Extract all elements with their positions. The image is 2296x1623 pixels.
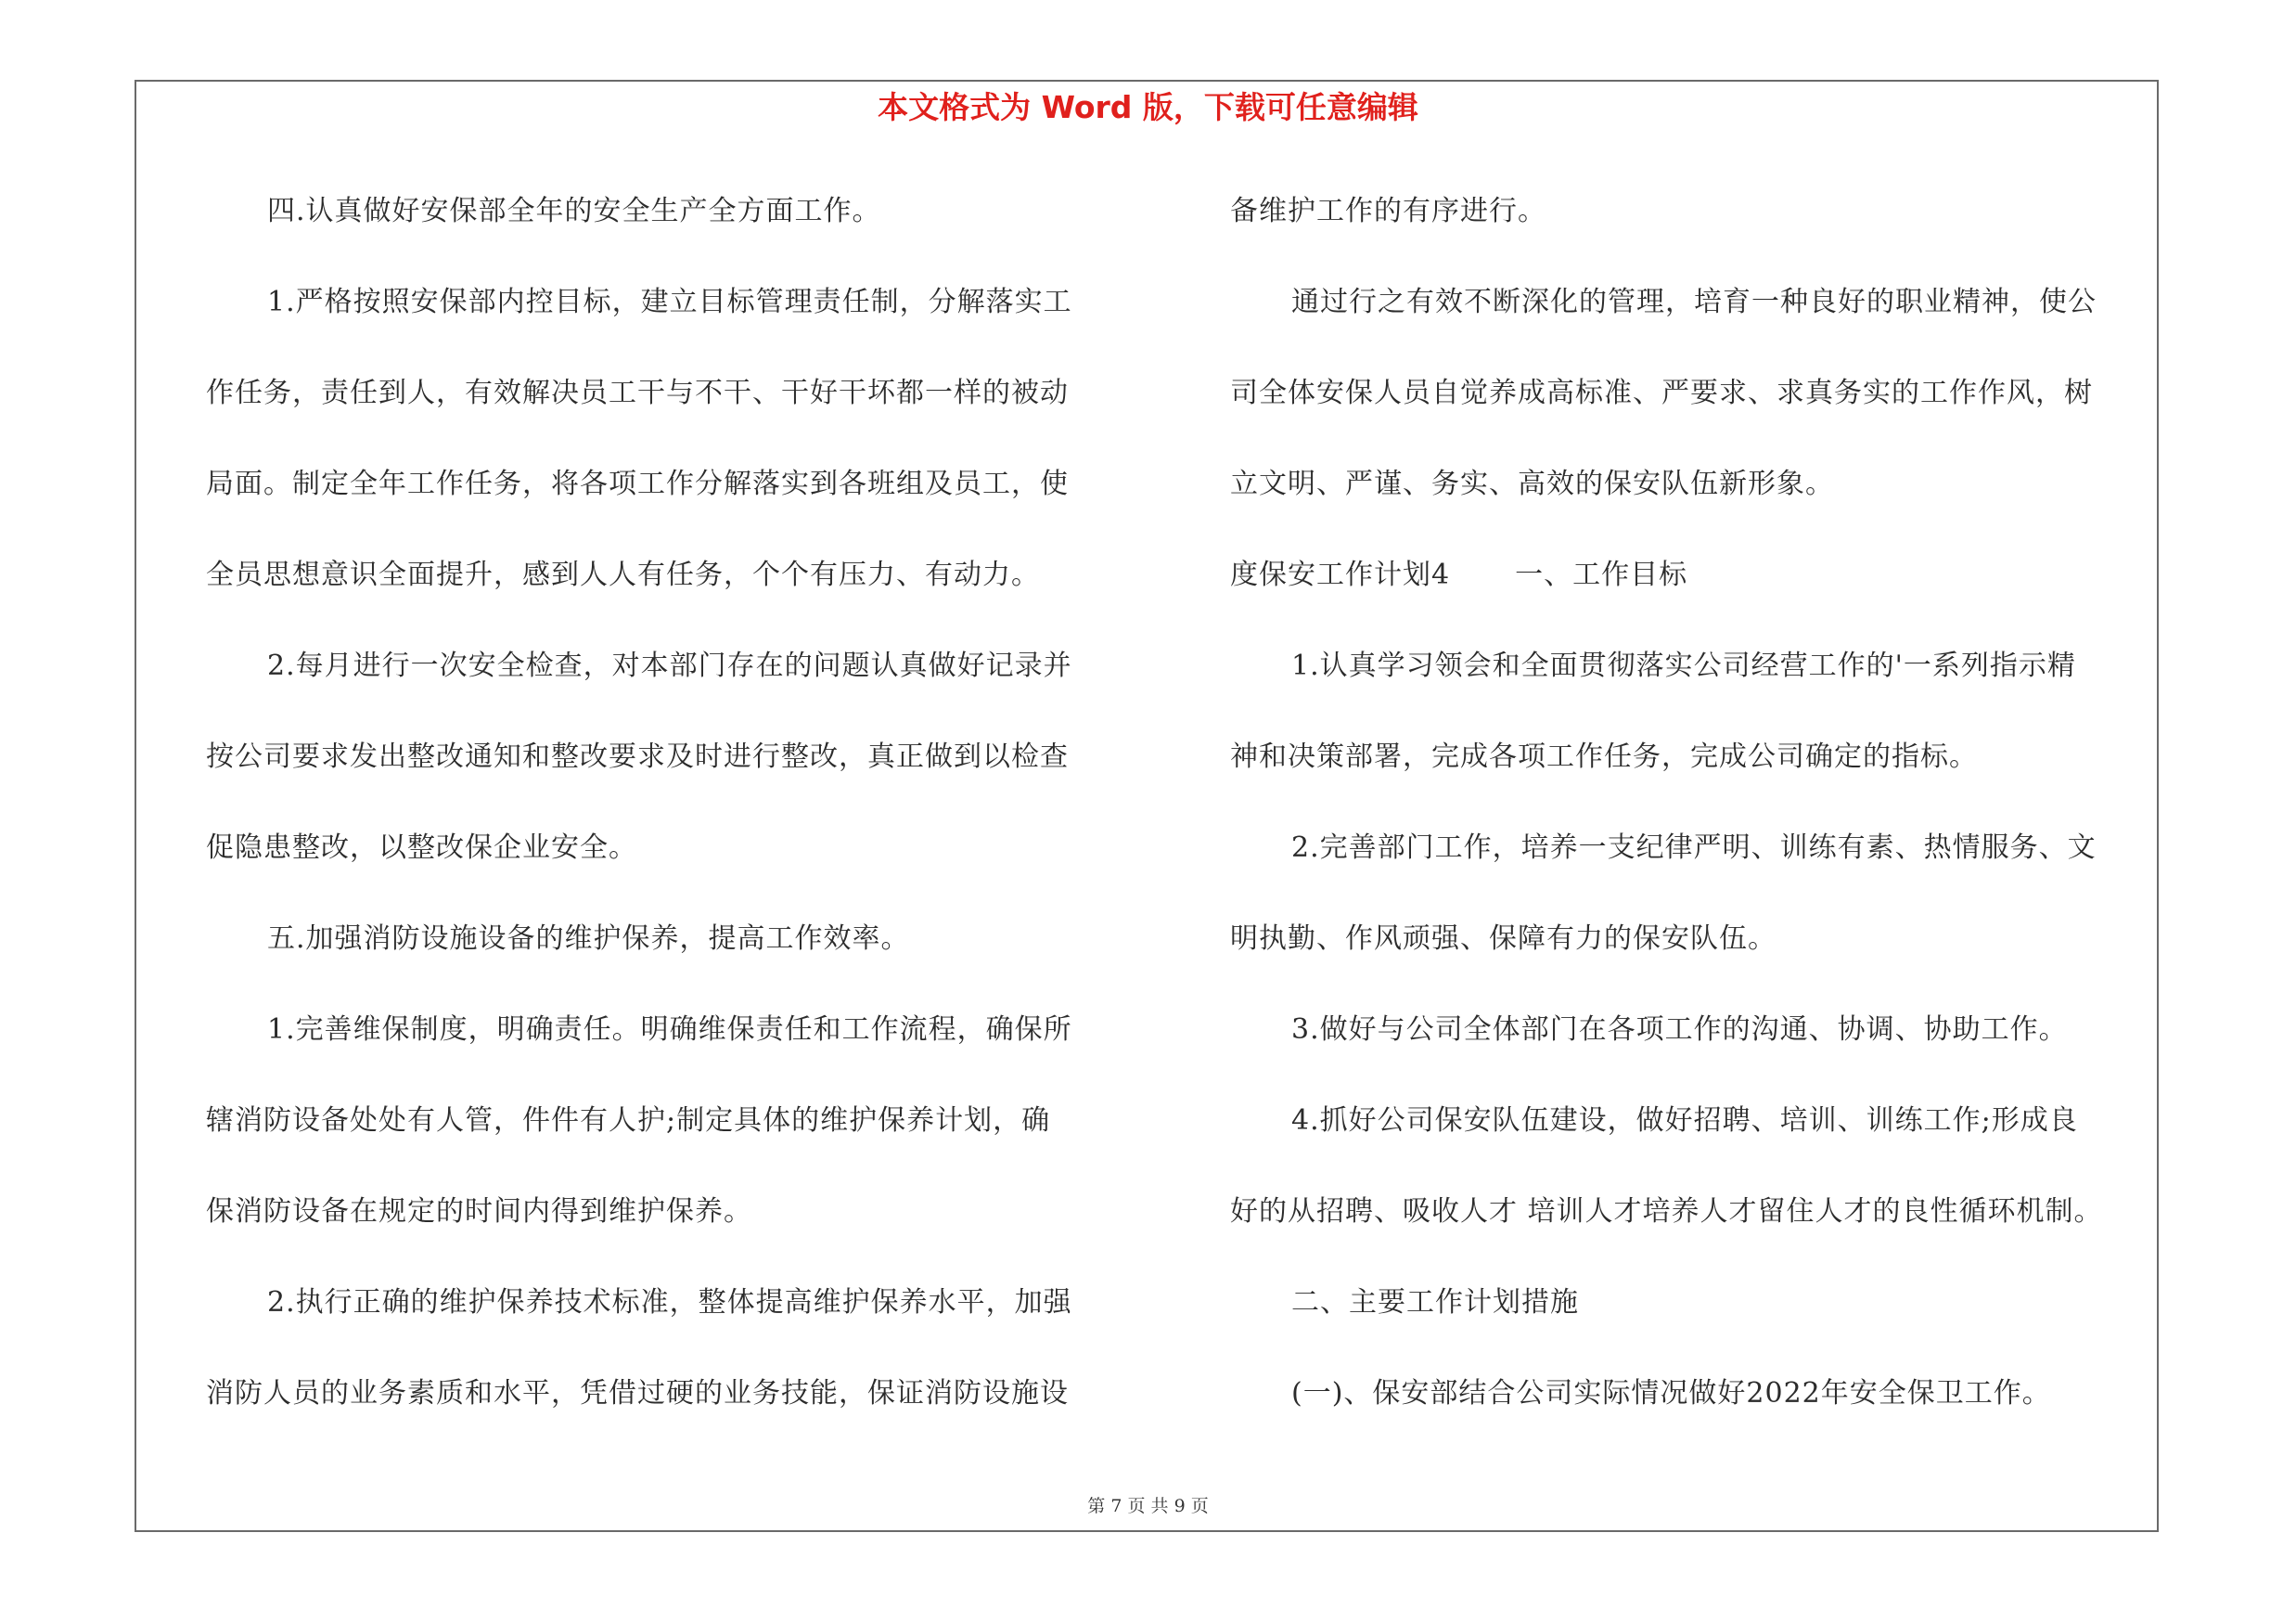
paragraph-line	[206, 820, 1130, 911]
line-text: 辖消防设备处处有人管，件件有人护;制定具体的维护保养计划，确	[206, 1104, 1051, 1137]
paragraph-line	[206, 638, 1130, 729]
line-text: 通过行之有效不断深化的管理，培育一种良好的职业精神，使公	[1291, 286, 2097, 318]
total-page-count: 9	[1174, 1496, 1186, 1516]
line-text: 四.认真做好安保部全年的安全生产全方面工作。	[267, 195, 881, 227]
paragraph-line	[1230, 911, 2161, 1002]
line-text: 3.做好与公司全体部门在各项工作的沟通、协调、协助工作。	[1291, 1013, 2068, 1046]
paragraph-line	[1230, 366, 2161, 457]
left-column	[206, 184, 1130, 1457]
line-text: 备维护工作的有序进行。	[1230, 195, 1546, 227]
line-text: 2.每月进行一次安全检查，对本部门存在的问题认真做好记录并	[267, 650, 1072, 682]
line-text: 2.执行正确的维护保养技术标准，整体提高维护保养水平，加强	[267, 1286, 1072, 1319]
paragraph-line	[1230, 1275, 2161, 1366]
paragraph-line	[1230, 1184, 2161, 1275]
line-text: 好的从招聘、吸收人才 培训人才培养人才留住人才的良性循环机制。	[1230, 1195, 2103, 1228]
line-text: 局面。制定全年工作任务，将各项工作分解落实到各班组及员工，使	[206, 468, 1069, 500]
line-text: 1.认真学习领会和全面贯彻落实公司经营工作的'一系列指示精	[1291, 650, 2076, 682]
section-heading-line	[1230, 547, 2161, 638]
paragraph-line	[206, 1184, 1130, 1275]
footer-suffix: 页	[1190, 1496, 1209, 1516]
line-text: 按公司要求发出整改通知和整改要求及时进行整改，真正做到以检查	[206, 741, 1069, 773]
line-text: 1.严格按照安保部内控目标，建立目标管理责任制，分解落实工	[267, 286, 1072, 318]
line-text: 1.完善维保制度，明确责任。明确维保责任和工作流程，确保所	[267, 1013, 1072, 1046]
line-text: 司全体安保人员自觉养成高标准、严要求、求真务实的工作作风，树	[1230, 377, 2093, 409]
line-text: 全员思想意识全面提升，感到人人有任务，个个有压力、有动力。	[206, 559, 1040, 591]
line-text: 明执勤、作风顽强、保障有力的保安队伍。	[1230, 922, 1777, 955]
paragraph-line	[206, 184, 1130, 275]
line-text: 二、主要工作计划措施	[1291, 1286, 1579, 1319]
footer-middle: 页 共	[1127, 1496, 1169, 1516]
paragraph-line	[1230, 638, 2161, 729]
document-banner: 本文格式为 Word 版，下载可任意编辑	[878, 89, 1418, 125]
line-text: 消防人员的业务素质和水平，凭借过硬的业务技能，保证消防设施设	[206, 1377, 1069, 1410]
paragraph-line	[1230, 820, 2161, 911]
line-text: 2.完善部门工作，培养一支纪律严明、训练有素、热情服务、文	[1291, 831, 2097, 864]
paragraph-line	[206, 729, 1130, 820]
footer-prefix: 第	[1087, 1496, 1106, 1516]
paragraph-line	[206, 1002, 1130, 1093]
paragraph-line	[1230, 275, 2161, 366]
paragraph-line	[1230, 184, 2161, 275]
line-text: 促隐患整改，以整改保企业安全。	[206, 831, 637, 864]
line-text: (一)、保安部结合公司实际情况做好2022年安全保卫工作。	[1291, 1377, 2051, 1410]
paragraph-line	[206, 1093, 1130, 1184]
paragraph-line	[1230, 1093, 2161, 1184]
paragraph-line	[206, 366, 1130, 457]
paragraph-line	[206, 1366, 1130, 1457]
line-text: 神和决策部署，完成各项工作任务，完成公司确定的指标。	[1230, 741, 1978, 773]
paragraph-line	[1230, 457, 2161, 547]
current-page-number: 7	[1110, 1496, 1122, 1516]
paragraph-line	[1230, 729, 2161, 820]
line-text: 立文明、严谨、务实、高效的保安队伍新形象。	[1230, 468, 1834, 500]
line-text: 保消防设备在规定的时间内得到维护保养。	[206, 1195, 752, 1228]
paragraph-line	[1230, 1366, 2161, 1457]
plan-title-fragment: 度保安工作计划4	[1230, 559, 1451, 591]
paragraph-line	[206, 547, 1130, 638]
line-text: 五.加强消防设施设备的维护保养，提高工作效率。	[267, 922, 910, 955]
paragraph-line	[206, 1275, 1130, 1366]
line-text: 4.抓好公司保安队伍建设，做好招聘、培训、训练工作;形成良	[1291, 1104, 2078, 1137]
paragraph-line	[1230, 1002, 2161, 1093]
paragraph-line	[206, 911, 1130, 1002]
right-column	[1230, 184, 2161, 1457]
page-footer	[0, 1492, 2296, 1520]
line-text: 作任务，责任到人，有效解决员工干与不干、干好干坏都一样的被动	[206, 377, 1069, 409]
paragraph-line	[206, 275, 1130, 366]
paragraph-line	[206, 457, 1130, 547]
section-heading: 一、工作目标	[1515, 559, 1688, 591]
